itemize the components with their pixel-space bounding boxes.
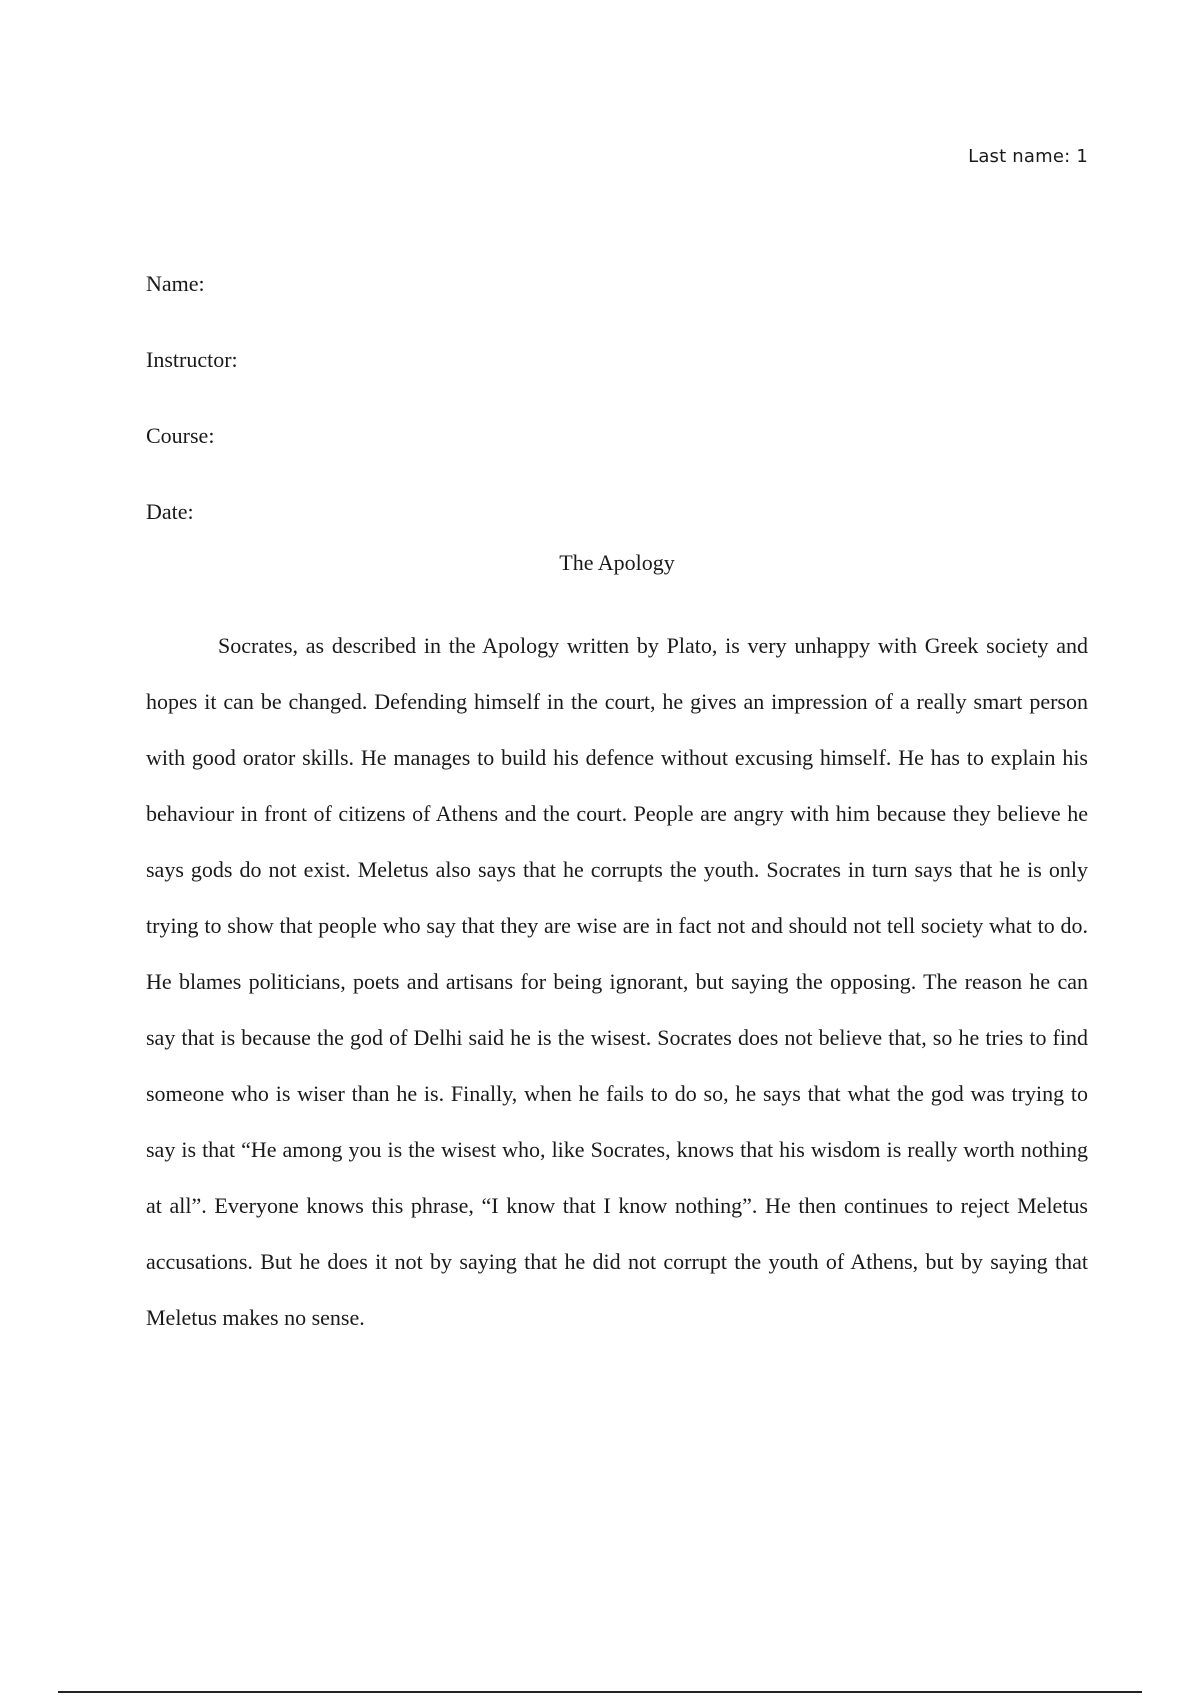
instructor-label: Instructor: (146, 347, 238, 372)
date-label: Date: (146, 499, 194, 524)
student-info-block (146, 246, 238, 550)
running-head: Last name: 1 (968, 146, 1088, 167)
essay-title: The Apology (559, 550, 675, 575)
name-label: Name: (146, 271, 205, 296)
page-bottom-rule (58, 1691, 1142, 1693)
course-label: Course: (146, 423, 215, 448)
essay-paragraph: Socrates, as described in the Apology written by Plato, is very unhappy with Greek society and hopes it can be changed. Defending himself in the court, he gives an impression of a really smart person with good orator skills. He manages to build his defence without excusing himself. He has to explain his behaviour in front of citizens of Athens and the court. People are angry with him because they believe he says gods do not exist. Meletus also says that he corrupts the youth. Socrates in turn says that he is only trying to show that people who say that they are wise are in fact not and should not tell society what to do. He blames politicians, poets and artisans for being ignorant, but saying the opposing. The reason he can say that is because the god of Delhi said he is the wisest. Socrates does not believe that, so he tries to find someone who is wiser than he is. Finally, when he fails to do so, he says that what the god was trying to say is that “He among you is the wisest who, like Socrates, knows that his wisdom is really worth nothing at all”. Everyone knows this phrase, “I know that I know nothing”. He then continues to reject Meletus accusations. But he does it not by saying that he did not corrupt the youth of Athens, but by saying that Meletus makes no sense. (146, 633, 1088, 1330)
